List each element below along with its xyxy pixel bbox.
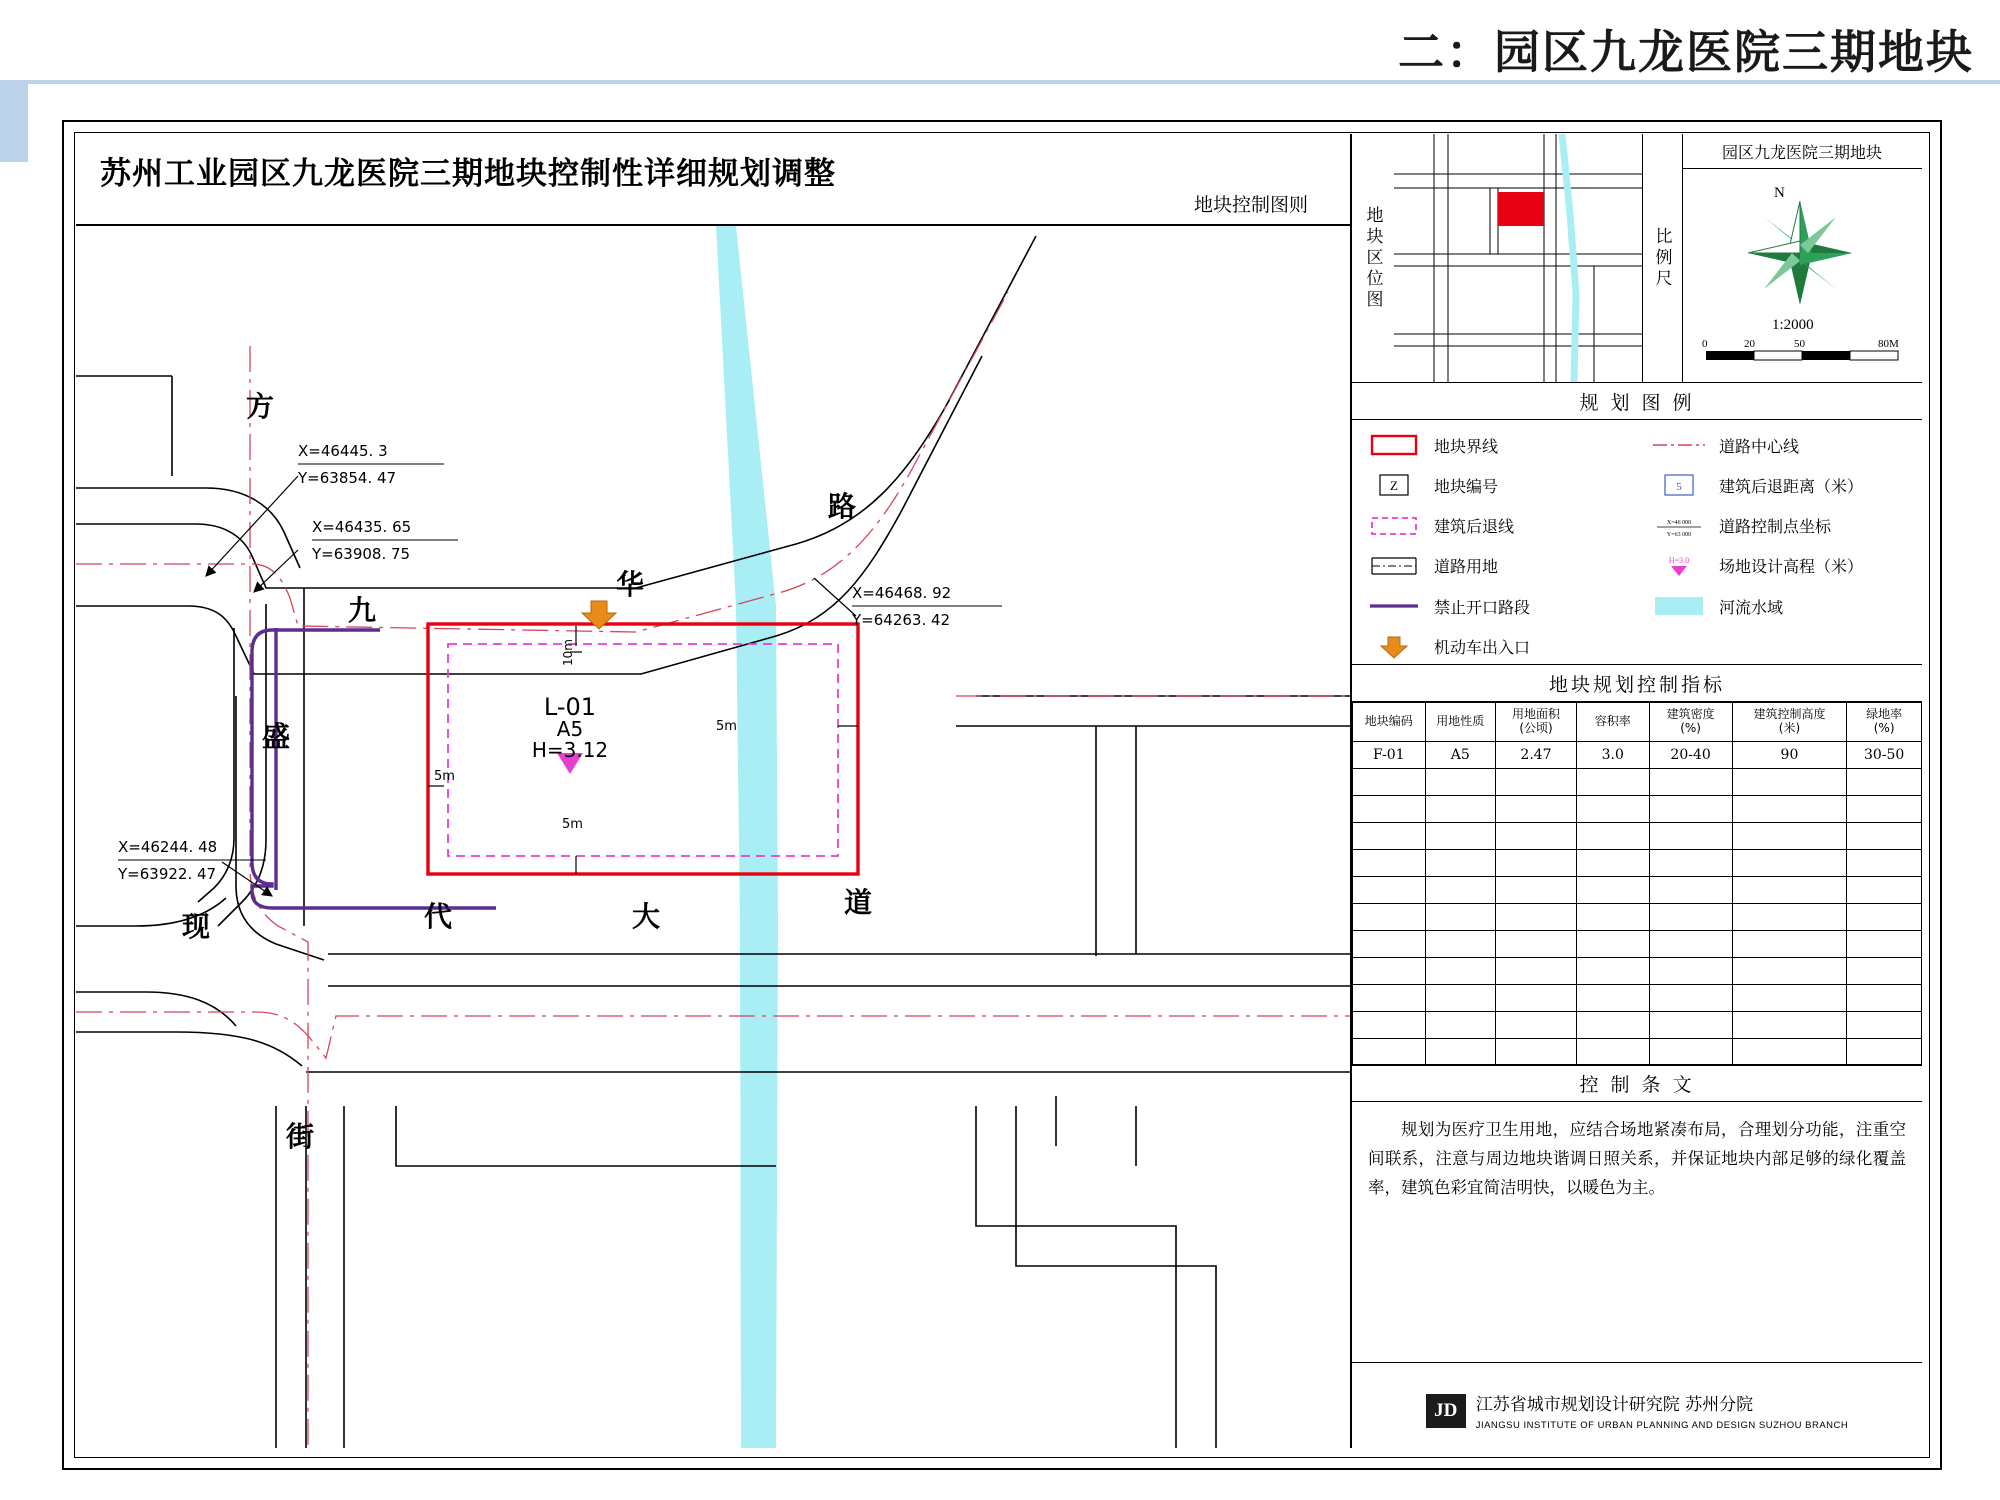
building-setback-line <box>448 644 838 856</box>
scale-bar <box>1702 338 1899 360</box>
svg-text:H=3.0: H=3.0 <box>1668 555 1690 565</box>
svg-text:X=46435. 65: X=46435. 65 <box>312 518 412 536</box>
plot-boundary <box>428 624 858 874</box>
legend-label-plot-boundary: 地块界线 <box>1434 436 1499 456</box>
north-letter: N <box>1774 185 1785 201</box>
institute-logo-icon: JD <box>1426 1394 1466 1428</box>
table-row <box>1353 985 1922 1012</box>
svg-text:路: 路 <box>828 490 857 523</box>
compass-rose <box>1748 201 1852 305</box>
setback-label-top: 10m <box>561 639 575 666</box>
svg-text:盛: 盛 <box>262 720 291 753</box>
plot-code-label: L-01 <box>543 693 597 721</box>
cell-density: 20-40 <box>1649 742 1732 769</box>
plot-number-icon <box>1366 472 1422 498</box>
legend-item-river-water <box>1637 589 1922 623</box>
legend-item-site-design-elevation <box>1637 549 1922 583</box>
table-row <box>1353 958 1922 985</box>
plot-title-box: 园区九龙医院三期地块 <box>1682 134 1922 169</box>
location-map-label <box>1352 134 1395 382</box>
footer-logo-box <box>1352 1374 1922 1448</box>
table-row <box>1353 769 1922 796</box>
site-plan-map[interactable] <box>76 226 1350 1448</box>
cell-plot-code: F-01 <box>1353 742 1426 769</box>
legend-item-plot-number <box>1352 468 1637 502</box>
table-row <box>1353 823 1922 850</box>
no-entry-road-section <box>252 630 496 908</box>
legend-item-road-centerline <box>1637 428 1922 462</box>
provisions-paragraph: 规划为医疗卫生用地，应结合场地紧凑布局，合理划分功能，注重空间联系，注意与周边地块谐调日照关系，并保证地块内部足够的绿化覆盖率，建筑色彩宜简洁明快，以暖色为主。 <box>1368 1120 1906 1197</box>
svg-text:大: 大 <box>632 900 661 933</box>
svg-text:现: 现 <box>182 910 211 943</box>
setback-distance-icon <box>1651 472 1707 498</box>
col-far: 容积率 <box>1577 703 1650 742</box>
svg-text:0: 0 <box>1702 338 1708 350</box>
legend-items <box>1352 420 1922 664</box>
building-setback-line-icon <box>1366 513 1422 539</box>
table-row <box>1353 931 1922 958</box>
svg-text:Z: Z <box>1390 478 1398 494</box>
river-water-icon <box>1651 593 1707 619</box>
setback-label-right: 5m <box>716 719 737 734</box>
svg-text:Y=63 000: Y=63 000 <box>1666 531 1692 538</box>
legend-panel <box>1352 134 1922 1448</box>
table-row <box>1353 1012 1922 1039</box>
svg-text:Y=63908. 75: Y=63908. 75 <box>312 545 411 563</box>
plot-boundary-icon <box>1366 432 1422 458</box>
col-land-use: 用地性质 <box>1425 703 1495 742</box>
cell-far: 3.0 <box>1577 742 1650 769</box>
location-map-label-text: 地块区位图 <box>1362 205 1383 311</box>
drawing-frame <box>62 120 1942 1470</box>
legend-label-setback-distance: 建筑后退距离（米） <box>1719 476 1864 496</box>
table-row <box>1353 904 1922 931</box>
svg-text:80M: 80M <box>1878 338 1899 350</box>
road-control-point-icon <box>1651 513 1707 539</box>
legend-label-no-entry-section: 禁止开口路段 <box>1434 597 1531 617</box>
setback-dimensions <box>428 626 858 874</box>
indicators-table <box>1352 702 1922 1066</box>
provisions-title: 控 制 条 文 <box>1579 1073 1695 1096</box>
col-density: 建筑密度 (%) <box>1649 703 1732 742</box>
indicators-header-row <box>1353 703 1922 742</box>
legend-item-plot-boundary <box>1352 428 1637 462</box>
legend-label-building-setback-line: 建筑后退线 <box>1434 517 1515 537</box>
svg-text:Y=63922. 47: Y=63922. 47 <box>118 865 217 883</box>
cell-height: 90 <box>1732 742 1847 769</box>
north-scale-box <box>1682 134 1922 382</box>
setback-label-left: 5m <box>434 769 455 784</box>
legend-label-river-water: 河流水域 <box>1719 597 1784 617</box>
table-row <box>1353 877 1922 904</box>
cell-green-ratio: 30-50 <box>1847 742 1922 769</box>
svg-text:X=46 000: X=46 000 <box>1666 519 1692 526</box>
legend-label-site-design-elevation: 场地设计高程（米） <box>1719 557 1864 577</box>
slide-title: 二：园区九龙医院三期地块 <box>1398 25 1974 79</box>
svg-text:代: 代 <box>424 900 453 933</box>
col-height: 建筑控制高度 (米) <box>1732 703 1847 742</box>
location-map[interactable] <box>1394 134 1643 382</box>
institute-name-en: JIANGSU INSTITUTE OF URBAN PLANNING AND DESIGN SUZHOU BRANCH <box>1475 1419 1849 1431</box>
legend-label-road-control-point: 道路控制点坐标 <box>1719 517 1832 537</box>
svg-text:5: 5 <box>1676 481 1682 494</box>
col-plot-code: 地块编码 <box>1353 703 1426 742</box>
table-row <box>1353 796 1922 823</box>
col-land-area: 用地面积 (公顷) <box>1496 703 1577 742</box>
plot-use-label: A5 <box>556 717 584 741</box>
svg-text:50: 50 <box>1794 338 1805 350</box>
scale-label <box>1642 134 1683 382</box>
svg-text:道: 道 <box>844 886 873 919</box>
indicators-title: 地块规划控制指标 <box>1548 673 1725 696</box>
svg-text:街: 街 <box>286 1120 315 1153</box>
svg-text:方: 方 <box>246 390 275 423</box>
road-centerlines <box>76 292 1350 1448</box>
road-land-icon <box>1366 553 1422 579</box>
left-accent-bar <box>0 80 28 162</box>
legend-title: 规 划 图 例 <box>1579 391 1695 414</box>
legend-label-plot-number: 地块编号 <box>1434 476 1499 496</box>
legend-item-road-land <box>1352 549 1637 583</box>
table-row <box>1353 850 1922 877</box>
vehicle-entrance-icon <box>1366 634 1422 660</box>
location-row <box>1352 134 1922 382</box>
institute-name-cn: 江苏省城市规划设计研究院 苏州分院 <box>1475 1394 1754 1415</box>
legend-item-setback-distance <box>1637 468 1922 502</box>
svg-text:华: 华 <box>616 568 645 601</box>
legend-label-vehicle-entrance: 机动车出入口 <box>1434 638 1531 658</box>
svg-text:X=46244. 48: X=46244. 48 <box>118 838 218 856</box>
table-row <box>1353 742 1922 769</box>
scale-ratio: 1:2000 <box>1772 317 1814 333</box>
legend-item-no-entry-section <box>1352 589 1637 623</box>
cell-land-area: 2.47 <box>1496 742 1577 769</box>
plot-elevation-label: H=3.12 <box>531 738 609 762</box>
col-green-ratio: 绿地率 (%) <box>1847 703 1922 742</box>
setback-label-bottom: 5m <box>562 817 583 832</box>
svg-text:X=46468. 92: X=46468. 92 <box>852 584 952 602</box>
provisions-text-block <box>1352 1102 1922 1203</box>
drawing-subtitle: 地块控制图则 <box>1194 194 1309 216</box>
legend-label-road-centerline: 道路中心线 <box>1719 436 1800 456</box>
legend-item-vehicle-entrance <box>1352 630 1637 664</box>
svg-text:九: 九 <box>348 594 377 627</box>
cell-land-use: A5 <box>1425 742 1495 769</box>
legend-item-building-setback-line <box>1352 509 1637 543</box>
scale-label-text: 比例尺 <box>1651 226 1672 290</box>
river-water-body <box>716 226 778 1448</box>
legend-item-road-control-point <box>1637 509 1922 543</box>
svg-text:20: 20 <box>1744 338 1755 350</box>
no-entry-road-section-icon <box>1366 593 1422 619</box>
table-row <box>1353 1039 1922 1066</box>
rule-before-footer <box>1352 1362 1922 1363</box>
drawing-title: 苏州工业园区九龙医院三期地块控制性详细规划调整 <box>100 156 836 192</box>
svg-text:Y=63854. 47: Y=63854. 47 <box>298 469 397 487</box>
svg-text:X=46445. 3: X=46445. 3 <box>298 442 388 460</box>
site-design-elevation-icon <box>1651 553 1707 579</box>
svg-text:Y=64263. 42: Y=64263. 42 <box>852 611 951 629</box>
legend-label-road-land: 道路用地 <box>1434 557 1499 577</box>
road-centerline-icon <box>1651 432 1707 458</box>
